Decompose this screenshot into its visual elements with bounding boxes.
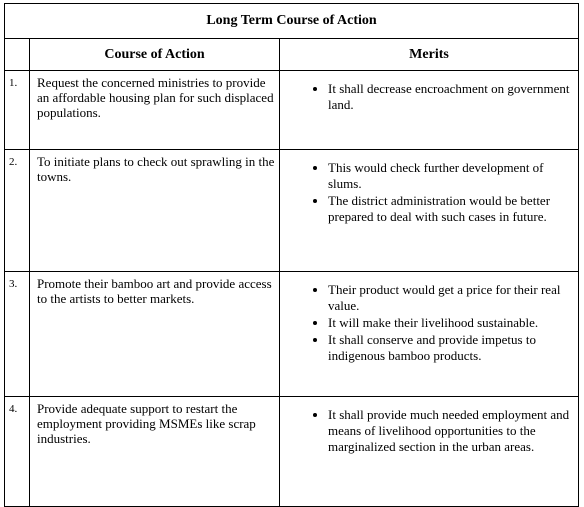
merit-item: • It shall conserve and provide impetus to indigenous bamboo products. (328, 332, 574, 364)
header-merits: Merits (280, 39, 579, 71)
row-number: 4. (5, 397, 30, 507)
table-row (5, 150, 579, 272)
header-course-of-action: Course of Action (30, 39, 280, 71)
table-row (5, 71, 579, 150)
course-of-action-cell: Provide adequate support to restart the employment providing MSMEs like scrap industries. (30, 397, 280, 507)
table-title: Long Term Course of Action (5, 4, 579, 39)
merit-item: • It shall provide much needed employment and means of livelihood opportunities to the marginalized section in the urban areas. (328, 407, 574, 455)
merit-item: • It will make their livelihood sustainable. (328, 315, 574, 331)
course-of-action-table (4, 3, 579, 507)
merits-cell (280, 71, 579, 150)
merits-cell (280, 397, 579, 507)
header-number-cell (5, 39, 30, 71)
table-row (5, 272, 579, 397)
row-number: 1. (5, 71, 30, 150)
merits-list (280, 282, 574, 364)
merits-cell (280, 150, 579, 272)
merits-cell (280, 272, 579, 397)
row-number: 2. (5, 150, 30, 272)
merits-list (280, 160, 574, 225)
merit-item: • The district administration would be better prepared to deal with such cases in future. (328, 193, 574, 225)
merit-item: • Their product would get a price for their real value. (328, 282, 574, 314)
merit-item: • This would check further development of slums. (328, 160, 574, 192)
table-title-row (5, 4, 579, 39)
table-header-row (5, 39, 579, 71)
course-of-action-cell: Promote their bamboo art and provide access to the artists to better markets. (30, 272, 280, 397)
course-of-action-cell: Request the concerned ministries to provide an affordable housing plan for such displaced populations. (30, 71, 280, 150)
merit-item: • It shall decrease encroachment on government land. (328, 81, 574, 113)
table-row (5, 397, 579, 507)
merits-list (280, 81, 574, 113)
merits-list (280, 407, 574, 455)
row-number: 3. (5, 272, 30, 397)
course-of-action-cell: To initiate plans to check out sprawling in the towns. (30, 150, 280, 272)
